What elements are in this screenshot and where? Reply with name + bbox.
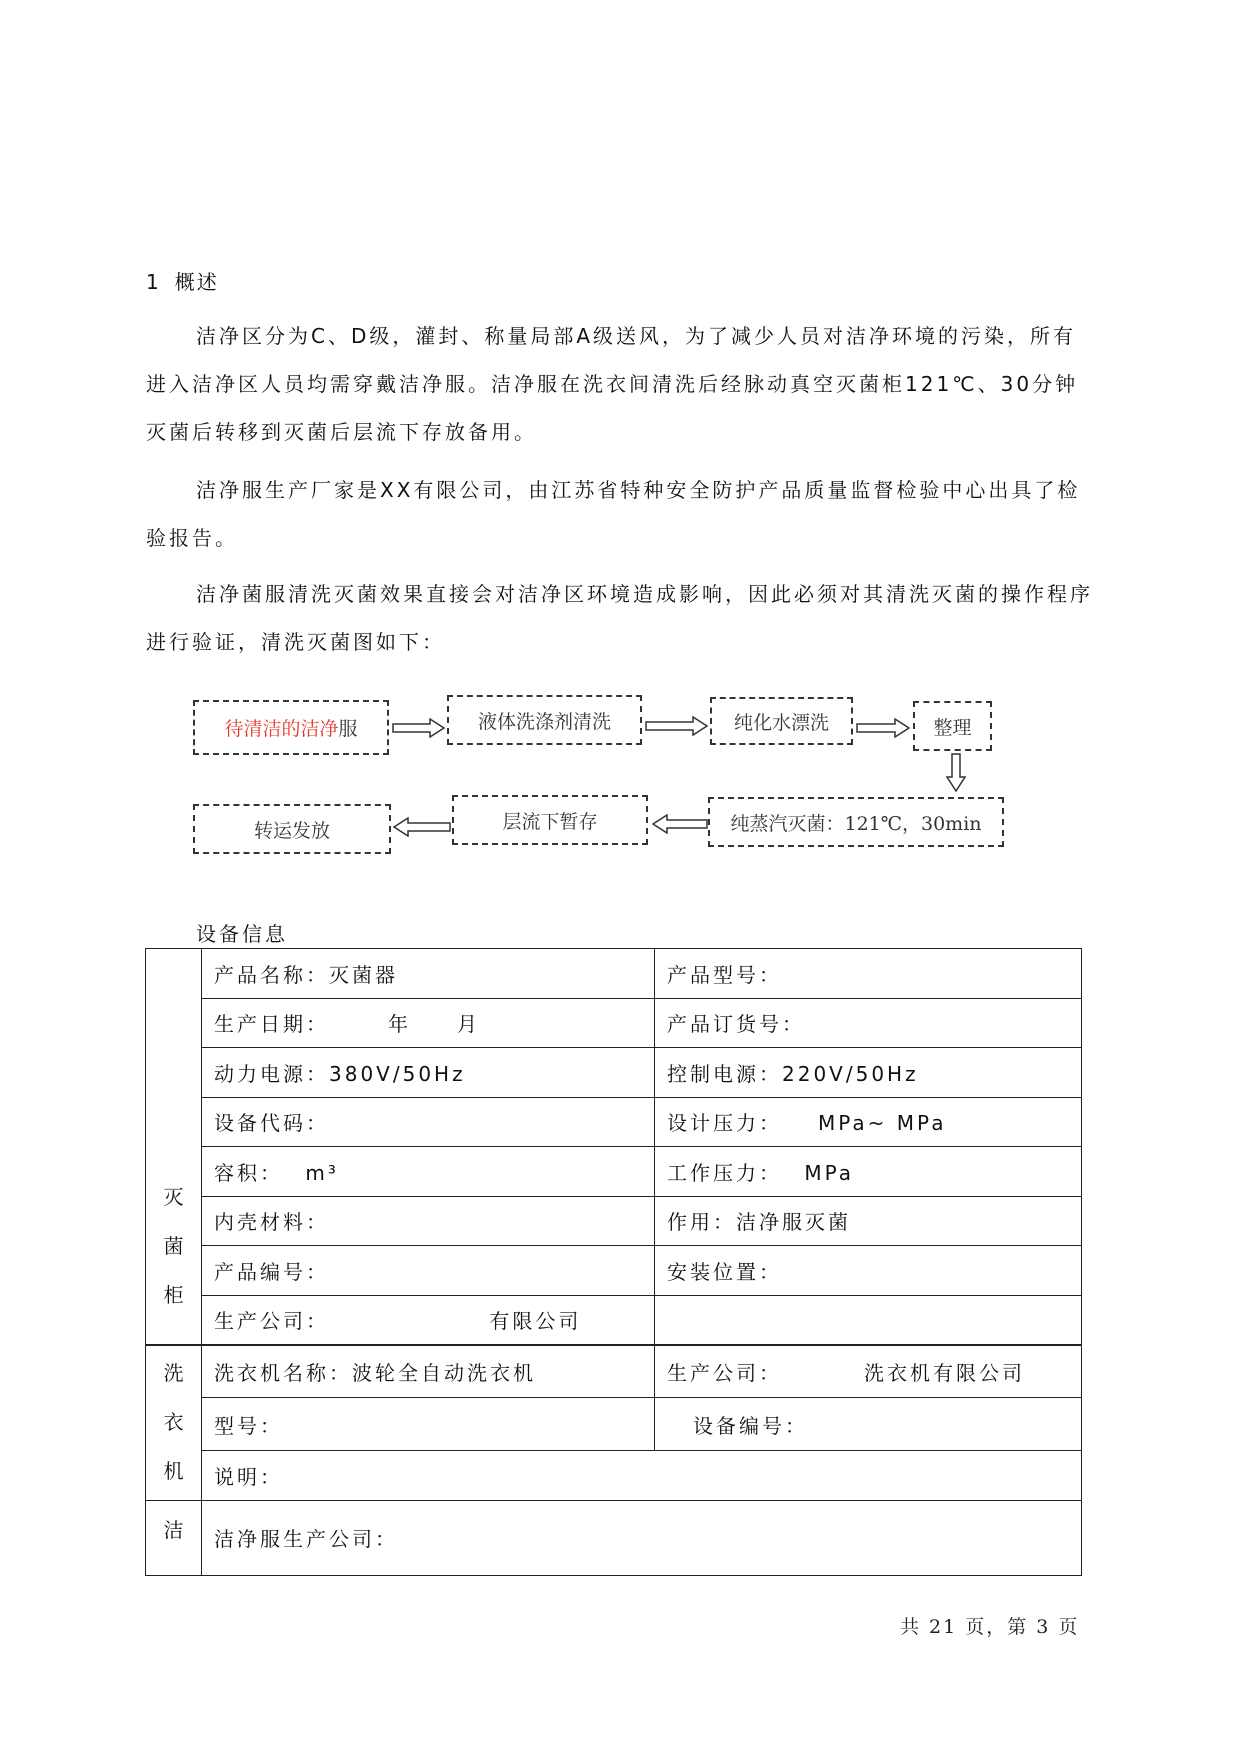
sterilization-flowchart xyxy=(0,700,1241,900)
table-cell: 工作压力： MPa xyxy=(655,1147,1082,1197)
table-cell: 内壳材料： xyxy=(202,1196,655,1246)
flow-step-laminar-storage: 层流下暂存 xyxy=(452,795,648,845)
table-row xyxy=(146,1048,1082,1098)
table-row xyxy=(146,1295,1082,1345)
table-row xyxy=(146,1500,1082,1575)
table-cell: 生产公司： 洗衣机有限公司 xyxy=(655,1345,1082,1398)
page-footer: 共 21 页，第 3 页 xyxy=(900,1616,1080,1638)
flow-arrow-left-1 xyxy=(652,814,708,834)
section-number: 1 xyxy=(146,270,161,294)
table-cell: 设计压力： MPa~ MPa xyxy=(655,1097,1082,1147)
table-cell: 控制电源：220V/50Hz xyxy=(655,1048,1082,1098)
table-cell: 作用：洁净服灭菌 xyxy=(655,1196,1082,1246)
table-row xyxy=(146,1451,1082,1501)
flow-step-transfer-issue: 转运发放 xyxy=(193,804,391,854)
table-cell: 设备编号： xyxy=(655,1398,1082,1451)
table-cell: 洁净服生产公司： xyxy=(202,1500,1082,1575)
flow-arrow-left-2 xyxy=(393,817,451,837)
section-heading xyxy=(146,266,219,295)
paragraph-manufacturer: 洁净服生产厂家是XX有限公司，由江苏省特种安全防护产品质量监督检验中心出具了检验报告。 xyxy=(146,478,1081,550)
table-cell: 产品订货号： xyxy=(655,998,1082,1048)
table-cell: 生产公司： 有限公司 xyxy=(202,1295,655,1345)
flow-step-to-clean: 待清洁的洁净 服 xyxy=(193,700,389,755)
paragraph-overview: 洁净区分为C、D级，灌封、称量局部A级送风，为了减少人员对洁净环境的污染，所有进入洁净区人员均需穿戴洁净服。洁净服在洗衣间清洗后经脉动真空灭菌柜121℃、30分钟灭菌后转移到灭菌后层流下存放备用。 xyxy=(146,324,1079,444)
table-row xyxy=(146,1196,1082,1246)
table-cell: 产品型号： xyxy=(655,949,1082,999)
table-row xyxy=(146,1246,1082,1296)
washer-group-label: 洗衣机 xyxy=(146,1345,202,1501)
table-cell: 型号： xyxy=(202,1398,655,1451)
table-row xyxy=(146,1398,1082,1451)
flow-step-steam-sterilize: 纯蒸汽灭菌：121℃，30min xyxy=(708,797,1004,847)
flow-arrow-right-2 xyxy=(645,716,709,736)
table-row xyxy=(146,998,1082,1048)
flow-arrow-down xyxy=(946,753,966,793)
table-cell: 产品编号： xyxy=(202,1246,655,1296)
paragraph-validation: 洁净菌服清洗灭菌效果直接会对洁净区环境造成影响，因此必须对其清洗灭菌的操作程序进行验证，清洗灭菌图如下： xyxy=(146,582,1093,654)
flow-step-detergent-wash: 液体洗涤剂清洗 xyxy=(447,695,642,745)
cleanroom-group-label: 洁 xyxy=(146,1500,202,1575)
flow-arrow-right-1 xyxy=(392,718,446,738)
flow-step-water-rinse: 纯化水漂洗 xyxy=(710,697,853,745)
table-row xyxy=(146,1097,1082,1147)
flow-arrow-right-3 xyxy=(856,718,911,738)
sterilizer-group-label: 灭菌柜 xyxy=(146,949,202,1345)
equipment-table xyxy=(145,948,1082,1576)
table-cell: 洗衣机名称：波轮全自动洗衣机 xyxy=(202,1345,655,1398)
table-cell: 动力电源：380V/50Hz xyxy=(202,1048,655,1098)
equipment-caption: 设备信息 xyxy=(196,922,288,946)
table-cell: 产品名称：灭菌器 xyxy=(202,949,655,999)
table-cell xyxy=(655,1295,1082,1345)
table-row xyxy=(146,949,1082,999)
table-cell: 安装位置： xyxy=(655,1246,1082,1296)
table-cell: 设备代码： xyxy=(202,1097,655,1147)
table-cell: 说明： xyxy=(202,1451,1082,1501)
flow-step-sort: 整理 xyxy=(913,701,992,751)
table-cell: 容积： m³ xyxy=(202,1147,655,1197)
section-title: 概述 xyxy=(174,270,219,294)
table-cell: 生产日期： 年 月 xyxy=(202,998,655,1048)
table-row xyxy=(146,1345,1082,1398)
table-row xyxy=(146,1147,1082,1197)
